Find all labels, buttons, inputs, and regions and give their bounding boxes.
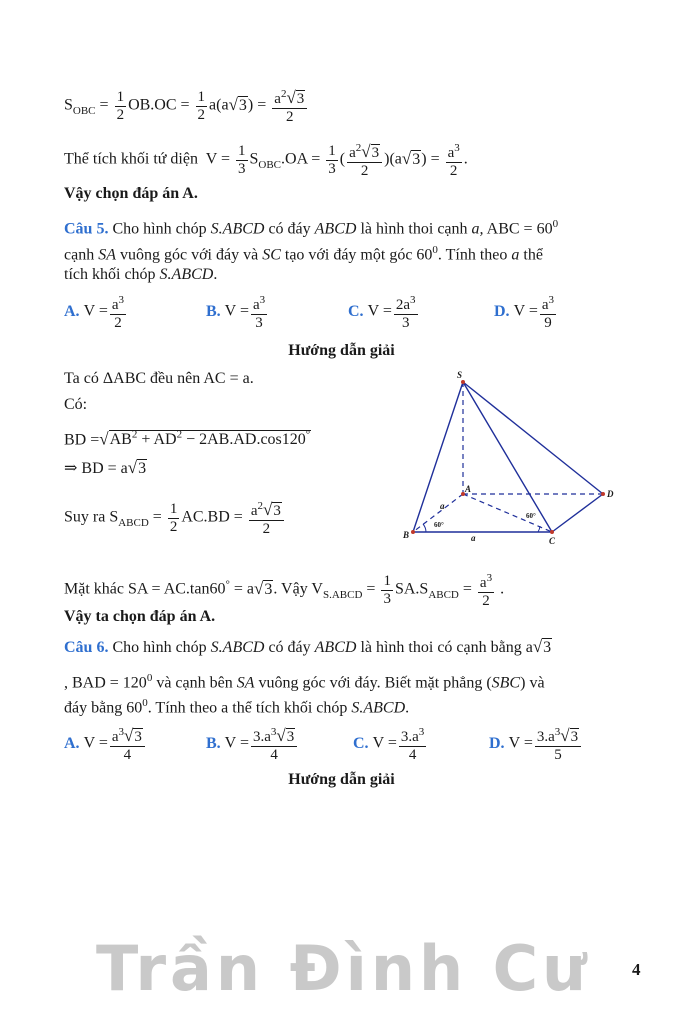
- vertex-s: [461, 380, 465, 384]
- text: V =: [83, 302, 108, 320]
- question-6-line-2: [64, 668, 545, 693]
- q6-option-d[interactable]: [489, 724, 583, 764]
- text: ABCD: [314, 220, 357, 238]
- text: S.ABCD: [210, 220, 265, 238]
- question-6-line-1: [64, 637, 552, 658]
- text: 3: [548, 294, 555, 306]
- fraction: [251, 292, 267, 332]
- text: 3: [138, 460, 147, 477]
- edge-sb: [413, 382, 463, 532]
- sqrt: √3: [532, 637, 552, 656]
- text: 3: [134, 729, 142, 745]
- text: 3: [118, 726, 125, 738]
- fraction: [168, 501, 180, 536]
- text: 1: [169, 500, 178, 517]
- edge-sc: [463, 382, 552, 532]
- fraction: [381, 573, 393, 608]
- text: a: [252, 297, 260, 313]
- text: 3: [401, 315, 410, 331]
- text: 3: [412, 150, 421, 168]
- text: °: [305, 429, 311, 441]
- text: S.ABCD: [210, 639, 265, 656]
- text: S.ABCD: [351, 699, 406, 717]
- text: . Vậy V: [273, 580, 323, 598]
- text: OBC: [258, 158, 282, 171]
- text: 4: [408, 747, 417, 763]
- label-angle: 60°: [526, 512, 536, 520]
- solution-bd: [64, 425, 311, 450]
- text: 1: [116, 88, 125, 105]
- text: Cho hình chóp: [108, 639, 211, 656]
- text: a: [111, 729, 119, 745]
- text: ABCD: [428, 588, 459, 601]
- text: SBC: [491, 674, 521, 692]
- text: a: [511, 246, 520, 264]
- q5-option-d[interactable]: [494, 292, 558, 332]
- text: 3: [486, 572, 493, 584]
- text: =: [362, 580, 376, 598]
- q5-option-c[interactable]: [348, 292, 420, 332]
- text: V =: [367, 302, 392, 320]
- option-label: C.: [348, 302, 364, 320]
- text: V =: [224, 734, 249, 752]
- vertex-d: [601, 492, 605, 496]
- text: 1: [238, 142, 246, 159]
- text: 3: [238, 160, 246, 177]
- text: vuông góc với đáy. Biết mặt phẳng (: [254, 674, 492, 692]
- text: =: [458, 580, 472, 598]
- option-label: D.: [494, 302, 510, 320]
- text: =: [180, 96, 190, 114]
- text: V =: [508, 734, 533, 752]
- solution-volume: [64, 570, 504, 610]
- text: có đáy: [264, 639, 315, 656]
- text: Thể tích khối tứ diện: [64, 150, 198, 168]
- text: 3: [328, 160, 336, 177]
- label-b: B: [403, 530, 410, 540]
- text: 2: [197, 106, 206, 123]
- fraction: [478, 570, 494, 610]
- fraction: $\frac{a^3√3}{4}$: [110, 724, 145, 764]
- text: 2: [280, 88, 287, 100]
- text: 2: [169, 518, 178, 535]
- q6-option-c[interactable]: [353, 724, 428, 764]
- text: . Tính theo: [437, 246, 512, 264]
- text: 4: [123, 747, 132, 763]
- text: 2a: [395, 297, 411, 313]
- text: S: [64, 96, 73, 114]
- option-label: C.: [353, 734, 369, 752]
- text: 2: [257, 500, 263, 512]
- q5-option-b[interactable]: [206, 292, 269, 332]
- edge-sd: [463, 382, 603, 494]
- vertex-b: [411, 530, 415, 534]
- question-5-line-1: [64, 214, 558, 239]
- text: .: [405, 699, 410, 717]
- text: BD =: [64, 431, 100, 449]
- answer-text: Vậy chọn đáp án A.: [64, 185, 198, 202]
- guide-heading: Hướng dẫn giải: [288, 771, 395, 788]
- text: SC: [262, 246, 281, 264]
- fraction: [326, 143, 338, 178]
- text: . Tính theo a thể tích khối chóp: [147, 699, 352, 717]
- text: 3.a: [252, 729, 271, 745]
- fraction: $\frac{3.a^3√3}{4}$: [251, 724, 297, 764]
- text: Mặt khác SA = AC.tan60: [64, 580, 226, 598]
- text: 3: [259, 294, 266, 306]
- text: ) =: [421, 150, 440, 168]
- text: 3: [255, 315, 263, 331]
- solution-bd-result: [64, 458, 147, 479]
- text: ⇒ BD = a: [64, 460, 128, 477]
- text: thể: [519, 246, 543, 264]
- text: − 2AB.AD.cos120: [182, 431, 306, 449]
- text: V =: [513, 302, 538, 320]
- text: 3.a: [536, 729, 555, 745]
- text: a(a: [209, 96, 229, 114]
- text: 2: [176, 429, 183, 441]
- text: 3: [118, 294, 125, 306]
- option-label: A.: [64, 734, 80, 752]
- text: V =: [83, 734, 108, 752]
- label-angle: 60°: [434, 521, 444, 529]
- text: 3: [543, 639, 552, 656]
- text: .: [463, 150, 468, 168]
- text: 3: [270, 726, 277, 738]
- fraction: $\frac{a^2√3}{2}$: [272, 86, 307, 126]
- text: 1: [197, 88, 206, 105]
- text: 3: [273, 503, 281, 519]
- label-s: S: [457, 370, 463, 380]
- angle-b: [423, 524, 426, 532]
- label-c: C: [549, 536, 556, 546]
- text: 0: [432, 244, 438, 256]
- text: SA.S: [394, 580, 429, 598]
- text: 2: [360, 163, 369, 179]
- text: a: [447, 145, 455, 161]
- fraction: [399, 724, 426, 764]
- text: V =: [224, 302, 249, 320]
- text: .: [496, 580, 505, 598]
- edge-cd: [552, 494, 603, 532]
- text: .: [213, 266, 218, 283]
- text: 3: [238, 96, 247, 114]
- text: 3: [454, 142, 460, 154]
- option-label: B.: [206, 302, 221, 320]
- text: AC.BD =: [181, 508, 243, 526]
- text: 3: [418, 726, 425, 738]
- option-label: A.: [64, 302, 80, 320]
- text: =: [257, 96, 267, 114]
- text: ABCD: [118, 516, 149, 529]
- text: tạo với đáy một góc 60: [280, 246, 433, 264]
- text: = a: [229, 580, 254, 598]
- pyramid-figure: [396, 364, 626, 550]
- option-label: D.: [489, 734, 505, 752]
- text: là hình thoi cạnh: [356, 220, 472, 238]
- text: ): [247, 96, 254, 114]
- fraction: [196, 89, 208, 124]
- edge-ac: [463, 494, 552, 532]
- question-label: Câu 6.: [64, 639, 109, 656]
- question-6-line-3: [64, 693, 409, 718]
- text: + AD: [137, 431, 177, 449]
- text: V =: [205, 150, 230, 168]
- formula-volume: Thể tích khối tứ diện V = $\frac{1}{3}$ $S_{OBC}.OA$ = $\frac{1}{3}$ ( $\frac{a^2√3}{2}$ )(a√3) = $\frac{a^3}{2}$ .: [64, 142, 468, 179]
- text: 2: [131, 429, 138, 441]
- text: 3: [554, 726, 561, 738]
- text: 3: [410, 294, 416, 306]
- text: OBC: [72, 104, 96, 117]
- text: 2: [116, 106, 125, 123]
- text: , BAD = 120: [64, 674, 147, 692]
- text: 3: [296, 91, 305, 107]
- text: Cho hình chóp: [112, 220, 211, 238]
- text: °: [225, 578, 230, 591]
- text: 9: [544, 315, 552, 331]
- question-5-line-3: [64, 265, 217, 285]
- text: ABCD: [314, 639, 357, 656]
- question-label: Câu 5.: [64, 220, 109, 238]
- q5-option-a[interactable]: [64, 292, 128, 332]
- guide-heading: Hướng dẫn giải: [288, 342, 395, 359]
- text: 3.a: [400, 729, 419, 745]
- text: a: [349, 145, 356, 161]
- text: ) và: [520, 674, 545, 692]
- text: 4: [270, 747, 278, 763]
- text: .OA =: [281, 150, 321, 168]
- text: 3: [371, 145, 380, 161]
- solution-line: Ta có ΔABC đều nên AC = a.: [64, 370, 254, 387]
- text: 0: [146, 672, 153, 684]
- label-side-a: a: [471, 533, 476, 543]
- text: ABC = 60: [483, 220, 553, 238]
- solution-sabcd: [64, 498, 286, 538]
- text: cạnh: [64, 246, 99, 264]
- text: 0: [142, 697, 148, 709]
- text: 5: [554, 747, 562, 763]
- text: và cạnh bên: [152, 674, 237, 692]
- fraction: [236, 143, 248, 178]
- sqrt: √3: [127, 458, 147, 477]
- fraction: $\frac{a^2√3}{2}$: [249, 498, 284, 538]
- text: a,: [471, 220, 484, 238]
- text: )(a: [384, 150, 402, 168]
- text: =: [148, 508, 162, 526]
- fraction: [110, 292, 126, 332]
- text: 2: [482, 593, 490, 609]
- text: Suy ra S: [64, 508, 119, 526]
- text: 3: [383, 590, 391, 607]
- fraction: [115, 89, 127, 124]
- text: 2: [286, 109, 294, 125]
- option-label: B.: [206, 734, 221, 752]
- text: a: [479, 575, 487, 591]
- vertex-c: [550, 530, 554, 534]
- text: S.ABCD: [322, 588, 363, 601]
- fraction: $\frac{3.a^3√3}{5}$: [535, 724, 581, 764]
- fraction: [394, 292, 418, 332]
- label-side-a: a: [440, 501, 445, 511]
- text: OB.OC: [128, 96, 177, 114]
- text: 2: [114, 315, 122, 331]
- text: a: [541, 297, 549, 313]
- formula-sobc: [64, 86, 309, 126]
- text: là hình thoi có cạnh bằng a: [356, 639, 533, 656]
- text: S.ABCD: [159, 266, 214, 283]
- text: vuông góc với đáy và: [115, 246, 263, 264]
- text: a: [274, 91, 281, 107]
- text: S: [249, 150, 259, 168]
- text: 3: [286, 729, 295, 745]
- text: 3: [264, 580, 273, 598]
- author-watermark: Trần Đình Cư: [96, 932, 591, 1005]
- page-number: 4: [632, 960, 641, 979]
- text: 1: [328, 142, 336, 159]
- text: 2: [449, 163, 458, 179]
- sqrt: √3: [228, 94, 247, 114]
- text: a: [111, 297, 119, 313]
- text: =: [99, 96, 109, 114]
- text: tích khối chóp: [64, 266, 160, 283]
- fraction: [446, 140, 462, 180]
- text: 2: [262, 521, 271, 537]
- text: 2: [355, 142, 362, 154]
- text: a: [250, 503, 258, 519]
- sqrt: √3: [254, 578, 273, 598]
- text: 1: [383, 572, 391, 589]
- text: (: [339, 150, 346, 168]
- solution-line: Có:: [64, 396, 88, 413]
- text: SA: [236, 674, 255, 692]
- q6-option-b[interactable]: [206, 724, 299, 764]
- text: có đáy: [264, 220, 315, 238]
- q6-option-a[interactable]: [64, 724, 147, 764]
- fraction: [540, 292, 556, 332]
- text: AB: [109, 431, 132, 449]
- text: SA: [98, 246, 116, 264]
- label-d: D: [607, 489, 614, 499]
- question-5-line-2: [64, 240, 543, 265]
- answer-text: Vậy ta chọn đáp án A.: [64, 608, 216, 625]
- text: V =: [372, 734, 397, 752]
- sqrt: $√AB^2 + AD^2 - 2AB.AD.\cos 120^\circ$: [99, 429, 311, 449]
- text: 3: [570, 729, 579, 745]
- label-a: A: [465, 484, 472, 494]
- fraction: $\frac{a^2√3}{2}$: [347, 140, 382, 180]
- text: 0: [552, 218, 559, 230]
- text: đáy bằng 60: [64, 699, 143, 717]
